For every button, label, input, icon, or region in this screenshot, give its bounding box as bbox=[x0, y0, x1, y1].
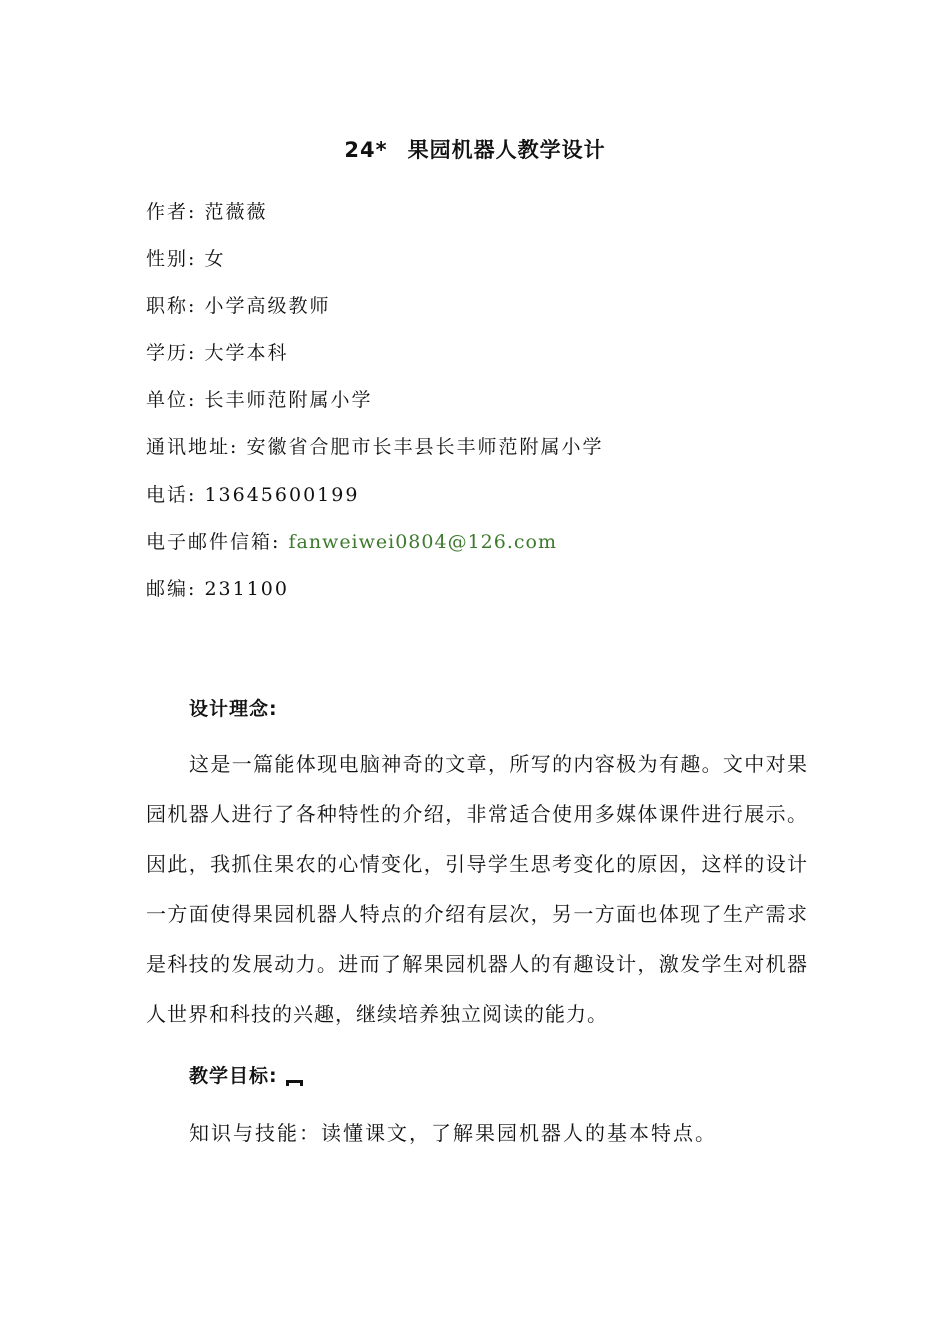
unit-value: 长丰师范附属小学 bbox=[204, 389, 373, 411]
education-line bbox=[146, 338, 288, 365]
postcode-line bbox=[146, 574, 289, 601]
email-line bbox=[146, 527, 557, 554]
education-label: 学历: bbox=[146, 342, 197, 364]
rank-value: 小学高级教师 bbox=[204, 295, 331, 317]
postcode-value: 231100 bbox=[204, 578, 289, 600]
rank-line bbox=[146, 291, 330, 318]
gender-label: 性别: bbox=[146, 248, 197, 270]
document-title bbox=[0, 134, 950, 164]
teaching-goals-heading bbox=[189, 1061, 303, 1088]
postcode-label: 邮编: bbox=[146, 578, 197, 600]
address-line bbox=[146, 432, 603, 459]
gender-value: 女 bbox=[204, 248, 226, 270]
author-label: 作者: bbox=[146, 201, 197, 223]
education-value: 大学本科 bbox=[204, 342, 289, 364]
phone-line bbox=[146, 480, 359, 507]
design-concept-paragraph: 这是一篇能体现电脑神奇的文章，所写的内容极为有趣。文中对果园机器人进行了各种特性的介绍，非常适合使用多媒体课件进行展示。因此，我抓住果农的心情变化，引导学生思考变化的原因，这样的设计一方面使得果园机器人特点的介绍有层次，另一方面也体现了生产需求是科技的发展动力。进而了解果园机器人的有趣设计，激发学生对机器人世界和科技的兴趣，继续培养独立阅读的能力。 bbox=[146, 752, 808, 1026]
gender-line bbox=[146, 244, 225, 271]
title-text: 果园机器人教学设计 bbox=[407, 138, 606, 162]
design-concept-heading: 设计理念: bbox=[189, 698, 278, 720]
author-line bbox=[146, 197, 267, 224]
lesson-number: 24* bbox=[344, 138, 388, 162]
address-value: 安徽省合肥市长丰县长丰师范附属小学 bbox=[246, 436, 604, 458]
phone-value: 13645600199 bbox=[204, 484, 360, 506]
phone-label: 电话: bbox=[146, 484, 197, 506]
knowledge-skills-line: 知识与技能：读懂课文，了解果园机器人的基本特点。 bbox=[189, 1121, 717, 1145]
author-value: 范薇薇 bbox=[204, 201, 268, 223]
text-cursor-mark bbox=[286, 1080, 303, 1086]
email-label: 电子邮件信箱: bbox=[146, 531, 281, 553]
unit-line bbox=[146, 385, 372, 412]
rank-label: 职称: bbox=[146, 295, 197, 317]
unit-label: 单位: bbox=[146, 389, 197, 411]
address-label: 通讯地址: bbox=[146, 436, 239, 458]
teaching-goals-label: 教学目标: bbox=[189, 1065, 278, 1087]
email-link[interactable]: fanweiwei0804@126.com bbox=[288, 531, 557, 553]
